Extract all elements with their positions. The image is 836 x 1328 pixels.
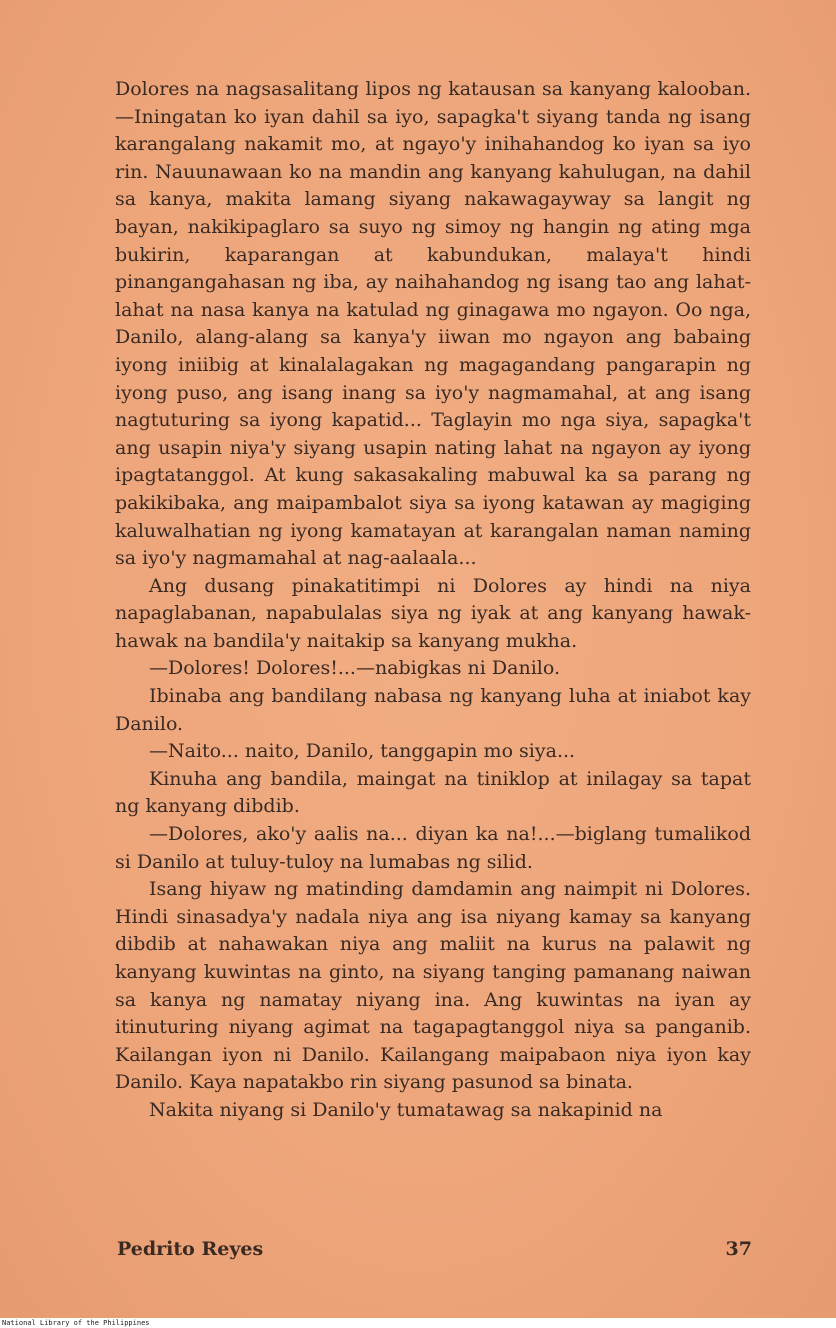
paragraph: Ibinaba ang bandilang nabasa ng kanyang luha at iniabot kay Danilo. xyxy=(115,685,751,735)
page-number: 37 xyxy=(725,1238,752,1260)
paragraph: Kinuha ang bandila, maingat na tiniklop at inilagay sa tapat ng kanyang dibdib. xyxy=(115,767,751,818)
paragraph: —Dolores, ako'y aalis na... diyan ka na!...—biglang tumalikod si Danilo at tuluy-tuloy na lumabas ng silid. xyxy=(115,823,751,873)
paragraph: Dolores na nagsasalitang lipos ng katausan sa kanyang kalooban.—Iningatan ko iyan dahil sa iyo, sapagka't siyang tanda ng isang karangalang nakamit mo, at ngayo'y inihahandog ko iyan sa iyo rin. Nauunawaan ko na mandin ang kanyang kahulugan, na dahil sa kanya, makita lamang siyang nakawagayway sa langit ng bayan, nakikipaglaro sa suyo ng simoy ng hangin ng ating mga bukirin, kaparangan at kabundukan, malaya't hindi pinangangahasan ng iba, ay naihahandog ng isang tao ang lahat-lahat na nasa kanya na katulad ng ginagawa mo ngayon. Oo nga, Danilo, alang-alang sa kanya'y iiwan mo ngayon ang babaing iyong iniibig at kinalalagakan ng magagandang pangarapin ng iyong puso, ang isang inang sa iyo'y nagmamahal, at ang isang nagtuturing sa iyong kapatid... Taglayin mo nga siya, sapagka't ang usapin niya'y siyang usapin nating lahat na ngayon ay iyong ipagtatanggol. At kung sakasakaling mabuwal ka sa parang ng pakikibaka, ang maipambalot siya sa iyong katawan ay magiging kaluwalhatian ng iyong kamatayan at karangalan naman naming sa iyo'y nagmamahal at nag-aalaala... xyxy=(115,78,751,570)
library-credit: National Library of the Philippines xyxy=(2,1319,150,1327)
body-text xyxy=(115,76,751,1125)
paragraph: Nakita niyang si Danilo'y tumatawag sa nakapinid na xyxy=(149,1098,663,1121)
paragraph: —Dolores! Dolores!...—nabigkas ni Danilo. xyxy=(149,657,561,680)
footer-author: Pedrito Reyes xyxy=(117,1238,264,1260)
paragraph: Ang dusang pinakatitimpi ni Dolores ay hindi na niya napaglabanan, napabulalas siya ng iyak at ang kanyang hawak-hawak na bandila'y naitakip sa kanyang mukha. xyxy=(115,574,751,652)
paragraph: Isang hiyaw ng matinding damdamin ang naimpit ni Dolores. Hindi sinasadya'y nadala niya ang isa niyang kamay sa kanyang dibdib at nahawakan niya ang maliit na kurus na palawit ng kanyang kuwintas na ginto, na siyang tanging pamanang naiwan sa kanya ng namatay niyang ina. Ang kuwintas na iyan ay itinuturing niyang agimat na tagapagtanggol niya sa panganib. Kailangan iyon ni Danilo. Kailangang maipabaon niya iyon kay Danilo. Kaya napatakbo rin siyang pasunod sa binata. xyxy=(115,878,751,1094)
paragraph: —Naito... naito, Danilo, tanggapin mo siya... xyxy=(149,740,576,763)
